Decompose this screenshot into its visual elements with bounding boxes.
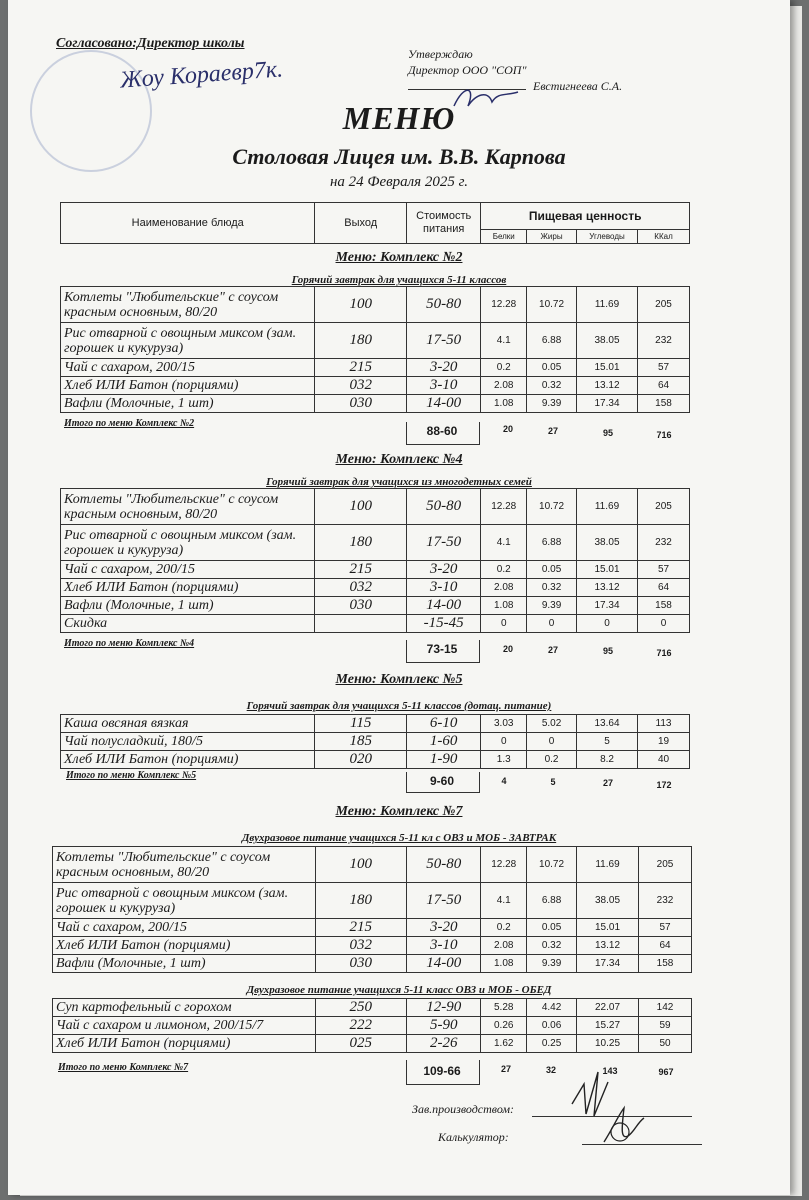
total-proteins-4: 20 [502, 644, 513, 654]
dish-cost: 3-20 [407, 359, 481, 377]
dish-output: 032 [315, 937, 407, 955]
dish-output: 215 [315, 919, 407, 937]
dish-cost: 50-80 [407, 847, 481, 883]
dish-kcal: 64 [638, 579, 690, 597]
col-proteins: Белки [481, 229, 527, 243]
total-kcal-2: 716 [656, 430, 672, 440]
dish-proteins: 12.28 [481, 489, 527, 525]
dish-carbs: 15.27 [576, 1017, 638, 1035]
total-label-5: Итого по меню Комплекс №5 [66, 770, 197, 781]
dish-proteins: 2.08 [481, 579, 527, 597]
col-kcal: ККал [638, 229, 690, 243]
dish-kcal: 64 [639, 937, 692, 955]
dish-output: 215 [315, 561, 407, 579]
dish-name: Чай полусладкий, 180/5 [61, 733, 315, 751]
section-subtitle-2: Горячий завтрак для учащихся 5-11 классов [291, 274, 507, 286]
dish-kcal: 205 [638, 489, 690, 525]
dish-output: 032 [315, 377, 407, 395]
table-row [53, 1035, 692, 1053]
dish-name: Рис отварной с овощным миксом (зам. горошек и кукуруза) [61, 525, 315, 561]
dish-carbs: 15.01 [576, 919, 638, 937]
dish-fats: 9.39 [527, 395, 577, 413]
dish-fats: 0 [527, 733, 577, 751]
dish-cost: 3-20 [407, 919, 481, 937]
dish-fats: 4.42 [527, 999, 577, 1017]
col-name: Наименование блюда [61, 203, 315, 244]
dish-carbs: 10.25 [576, 1035, 638, 1053]
dish-proteins: 0.26 [481, 1017, 527, 1035]
signature-left: Жоу Кораевр7к. [119, 56, 284, 94]
dish-output: 030 [315, 395, 407, 413]
dish-fats: 6.88 [527, 323, 577, 359]
dish-cost: 2-26 [407, 1035, 481, 1053]
dish-proteins: 4.1 [481, 883, 527, 919]
dish-carbs: 0 [576, 615, 637, 633]
dish-output: 250 [315, 999, 407, 1017]
total-kcal-4: 716 [656, 648, 672, 658]
total-carbs-7: 143 [602, 1066, 618, 1076]
dish-proteins: 5.28 [481, 999, 527, 1017]
dish-kcal: 0 [638, 615, 690, 633]
total-label-4: Итого по меню Комплекс №4 [64, 638, 195, 649]
dish-output: 185 [315, 733, 407, 751]
calculator-label: Калькулятор: [438, 1130, 509, 1144]
total-proteins-5: 4 [501, 776, 507, 786]
dish-proteins: 1.08 [481, 955, 527, 973]
section-subtitle-7-lunch: Двухразовое питание учащихся 5-11 класс ОВЗ и МОБ - ОБЕД [246, 984, 552, 996]
dish-kcal: 232 [639, 883, 692, 919]
dish-cost: 12-90 [407, 999, 481, 1017]
dish-name: Вафли (Молочные, 1 шт) [53, 955, 316, 973]
dish-output: 100 [315, 489, 407, 525]
dish-name: Котлеты "Любительские" с соусом красным основным, 80/20 [61, 489, 315, 525]
table-row [61, 615, 690, 633]
table-row [53, 1017, 692, 1035]
calculator-signature [594, 1096, 654, 1152]
dish-carbs: 17.34 [576, 395, 637, 413]
dish-kcal: 19 [638, 733, 690, 751]
dish-proteins: 2.08 [481, 937, 527, 955]
total-fats-4: 27 [547, 645, 558, 655]
dish-name: Рис отварной с овощным миксом (зам. горошек и кукуруза) [61, 323, 315, 359]
dish-carbs: 22.07 [576, 999, 638, 1017]
dish-kcal: 158 [639, 955, 692, 973]
dish-fats: 0.05 [527, 919, 577, 937]
production-head-label: Зав.производством: [412, 1102, 515, 1116]
table-complex-2 [60, 286, 690, 413]
dish-kcal: 232 [638, 525, 690, 561]
dish-carbs: 38.05 [576, 323, 637, 359]
total-kcal-7: 967 [658, 1067, 674, 1077]
dish-fats: 10.72 [527, 847, 577, 883]
table-row [61, 359, 690, 377]
total-carbs-4: 95 [602, 646, 613, 656]
dish-kcal: 57 [638, 359, 690, 377]
dish-output [315, 615, 407, 633]
dish-fats: 0.05 [527, 359, 577, 377]
dish-output: 020 [315, 751, 407, 769]
dish-cost: 3-10 [407, 579, 481, 597]
dish-cost: 50-80 [407, 287, 481, 323]
dish-carbs: 8.2 [576, 751, 637, 769]
table-row [53, 999, 692, 1017]
dish-carbs: 15.01 [576, 561, 637, 579]
dish-carbs: 17.34 [576, 955, 638, 973]
dish-proteins: 12.28 [481, 847, 527, 883]
dish-carbs: 13.12 [576, 579, 637, 597]
dish-name: Чай с сахаром и лимоном, 200/15/7 [53, 1017, 316, 1035]
table-row [53, 883, 692, 919]
dish-proteins: 0.2 [481, 359, 527, 377]
table-row [61, 489, 690, 525]
dish-output: 025 [315, 1035, 407, 1053]
col-carbs: Углеводы [576, 229, 637, 243]
approve-line-2: Директор ООО "СОП" [408, 63, 527, 77]
dish-proteins: 12.28 [481, 287, 527, 323]
dish-kcal: 232 [638, 323, 690, 359]
section-title-2: Меню: Комплекс №2 [335, 250, 463, 265]
section-title-5: Меню: Комплекс №5 [335, 672, 463, 687]
col-nutrition: Пищевая ценность [481, 203, 690, 230]
dish-output: 032 [315, 579, 407, 597]
dish-name: Котлеты "Любительские" с соусом красным основным, 80/20 [53, 847, 316, 883]
table-row [61, 395, 690, 413]
dish-name: Чай с сахаром, 200/15 [61, 359, 315, 377]
dish-cost: 14-00 [407, 955, 481, 973]
dish-cost: 14-00 [407, 395, 481, 413]
approve-line-3: Евстигнеева С.А. [533, 79, 623, 93]
table-row [61, 579, 690, 597]
table-row [61, 323, 690, 359]
table-row [61, 733, 690, 751]
dish-kcal: 205 [639, 847, 692, 883]
dish-fats: 0.2 [527, 751, 577, 769]
dish-name: Вафли (Молочные, 1 шт) [61, 395, 315, 413]
dish-cost: 14-00 [407, 597, 481, 615]
dish-proteins: 1.08 [481, 395, 527, 413]
table-complex-5 [60, 714, 690, 769]
total-label-2: Итого по меню Комплекс №2 [64, 418, 195, 429]
dish-proteins: 1.62 [481, 1035, 527, 1053]
dish-fats: 10.72 [527, 489, 577, 525]
col-fats: Жиры [527, 229, 577, 243]
total-fats-2: 27 [547, 426, 558, 436]
dish-kcal: 205 [638, 287, 690, 323]
dish-cost: 6-10 [407, 715, 481, 733]
total-carbs-2: 95 [602, 428, 613, 438]
dish-fats: 9.39 [527, 955, 577, 973]
dish-kcal: 142 [639, 999, 692, 1017]
dish-carbs: 11.69 [576, 287, 637, 323]
dish-fats: 0.32 [527, 579, 577, 597]
dish-cost: 3-10 [407, 377, 481, 395]
table-row [53, 937, 692, 955]
col-cost: Стоимость питания [407, 203, 481, 244]
column-header [60, 202, 690, 244]
dish-name: Чай с сахаром, 200/15 [61, 561, 315, 579]
table-row [61, 287, 690, 323]
dish-cost: -15-45 [407, 615, 481, 633]
table-row [61, 751, 690, 769]
page-title: МЕНЮ [342, 100, 456, 136]
total-proteins-2: 20 [502, 424, 513, 434]
dish-output: 030 [315, 955, 407, 973]
dish-kcal: 113 [638, 715, 690, 733]
col-output: Выход [315, 203, 407, 244]
total-carbs-5: 27 [602, 778, 613, 788]
total-cost-5: 9-60 [429, 774, 455, 788]
table-row [61, 377, 690, 395]
dish-name: Хлеб ИЛИ Батон (порциями) [53, 937, 316, 955]
dish-carbs: 38.05 [576, 883, 638, 919]
dish-fats: 0.06 [527, 1017, 577, 1035]
dish-output: 100 [315, 287, 407, 323]
dish-output: 115 [315, 715, 407, 733]
total-fats-7: 32 [545, 1065, 556, 1075]
dish-name: Хлеб ИЛИ Батон (порциями) [61, 751, 315, 769]
dish-kcal: 57 [638, 561, 690, 579]
dish-kcal: 57 [639, 919, 692, 937]
total-cost-4: 73-15 [426, 642, 458, 656]
table-row [61, 525, 690, 561]
table-complex-4 [60, 488, 690, 633]
table-row [53, 847, 692, 883]
dish-fats: 0.32 [527, 937, 577, 955]
dish-fats: 0.32 [527, 377, 577, 395]
total-cost-2: 88-60 [426, 424, 458, 438]
dish-cost: 17-50 [407, 323, 481, 359]
dish-output: 180 [315, 323, 407, 359]
dish-cost: 17-50 [407, 525, 481, 561]
total-fats-5: 5 [550, 777, 556, 787]
dish-cost: 17-50 [407, 883, 481, 919]
section-title-7: Меню: Комплекс №7 [335, 804, 463, 819]
dish-fats: 9.39 [527, 597, 577, 615]
menu-sheet [8, 0, 790, 1195]
dish-proteins: 0.2 [481, 919, 527, 937]
dish-output: 100 [315, 847, 407, 883]
dish-carbs: 5 [576, 733, 637, 751]
dish-output: 180 [315, 883, 407, 919]
dish-name: Рис отварной с овощным миксом (зам. горошек и кукуруза) [53, 883, 316, 919]
dish-kcal: 40 [638, 751, 690, 769]
dish-output: 030 [315, 597, 407, 615]
total-label-7: Итого по меню Комплекс №7 [58, 1062, 189, 1073]
dish-carbs: 13.64 [576, 715, 637, 733]
dish-cost: 3-10 [407, 937, 481, 955]
dish-output: 215 [315, 359, 407, 377]
dish-carbs: 15.01 [576, 359, 637, 377]
dish-cost: 1-90 [407, 751, 481, 769]
section-subtitle-4: Горячий завтрак для учащихся из многодетных семей [266, 476, 532, 488]
dish-proteins: 0 [481, 733, 527, 751]
approve-line-1: Утверждаю [408, 47, 473, 61]
dish-output: 180 [315, 525, 407, 561]
dish-fats: 5.02 [527, 715, 577, 733]
dish-fats: 6.88 [527, 883, 577, 919]
table-complex-7-lunch [52, 998, 692, 1053]
dish-carbs: 11.69 [576, 847, 638, 883]
total-kcal-5: 172 [656, 780, 672, 790]
dish-name: Хлеб ИЛИ Батон (порциями) [61, 579, 315, 597]
approved-left: Согласовано:Директор школы [56, 36, 245, 51]
dish-cost: 3-20 [407, 561, 481, 579]
dish-carbs: 13.12 [576, 377, 637, 395]
dish-kcal: 158 [638, 597, 690, 615]
dish-fats: 10.72 [527, 287, 577, 323]
table-row [53, 955, 692, 973]
dish-name: Каша овсяная вязкая [61, 715, 315, 733]
table-row [61, 561, 690, 579]
table-row [53, 919, 692, 937]
dish-name: Скидка [61, 615, 315, 633]
dish-proteins: 3.03 [481, 715, 527, 733]
dish-proteins: 2.08 [481, 377, 527, 395]
dish-name: Котлеты "Любительские" с соусом красным основным, 80/20 [61, 287, 315, 323]
total-cost-7: 109-66 [423, 1064, 461, 1078]
dish-proteins: 4.1 [481, 323, 527, 359]
page-date: на 24 Февраля 2025 г. [329, 174, 469, 190]
table-row [61, 715, 690, 733]
dish-carbs: 13.12 [576, 937, 638, 955]
dish-cost: 1-60 [407, 733, 481, 751]
dish-carbs: 38.05 [576, 525, 637, 561]
total-proteins-7: 27 [500, 1064, 511, 1074]
dish-kcal: 50 [639, 1035, 692, 1053]
dish-fats: 0.25 [527, 1035, 577, 1053]
section-title-4: Меню: Комплекс №4 [335, 452, 463, 467]
dish-fats: 0 [527, 615, 577, 633]
page-subtitle: Столовая Лицея им. В.В. Карпова [232, 144, 566, 169]
dish-kcal: 59 [639, 1017, 692, 1035]
dish-cost: 5-90 [407, 1017, 481, 1035]
dish-carbs: 11.69 [576, 489, 637, 525]
dish-name: Чай с сахаром, 200/15 [53, 919, 316, 937]
section-subtitle-5: Горячий завтрак для учащихся 5-11 классов (дотац. питание) [246, 700, 552, 712]
dish-proteins: 0 [481, 615, 527, 633]
dish-name: Хлеб ИЛИ Батон (порциями) [61, 377, 315, 395]
dish-carbs: 17.34 [576, 597, 637, 615]
dish-name: Суп картофельный с горохом [53, 999, 316, 1017]
dish-proteins: 0.2 [481, 561, 527, 579]
table-complex-7-breakfast [52, 846, 692, 973]
dish-proteins: 1.08 [481, 597, 527, 615]
section-subtitle-7: Двухразовое питание учащихся 5-11 кл с ОВЗ и МОБ - ЗАВТРАК [241, 832, 557, 844]
dish-kcal: 158 [638, 395, 690, 413]
dish-proteins: 1.3 [481, 751, 527, 769]
dish-kcal: 64 [638, 377, 690, 395]
dish-cost: 50-80 [407, 489, 481, 525]
dish-fats: 6.88 [527, 525, 577, 561]
dish-name: Хлеб ИЛИ Батон (порциями) [53, 1035, 316, 1053]
dish-name: Вафли (Молочные, 1 шт) [61, 597, 315, 615]
dish-fats: 0.05 [527, 561, 577, 579]
table-row [61, 597, 690, 615]
dish-output: 222 [315, 1017, 407, 1035]
dish-proteins: 4.1 [481, 525, 527, 561]
